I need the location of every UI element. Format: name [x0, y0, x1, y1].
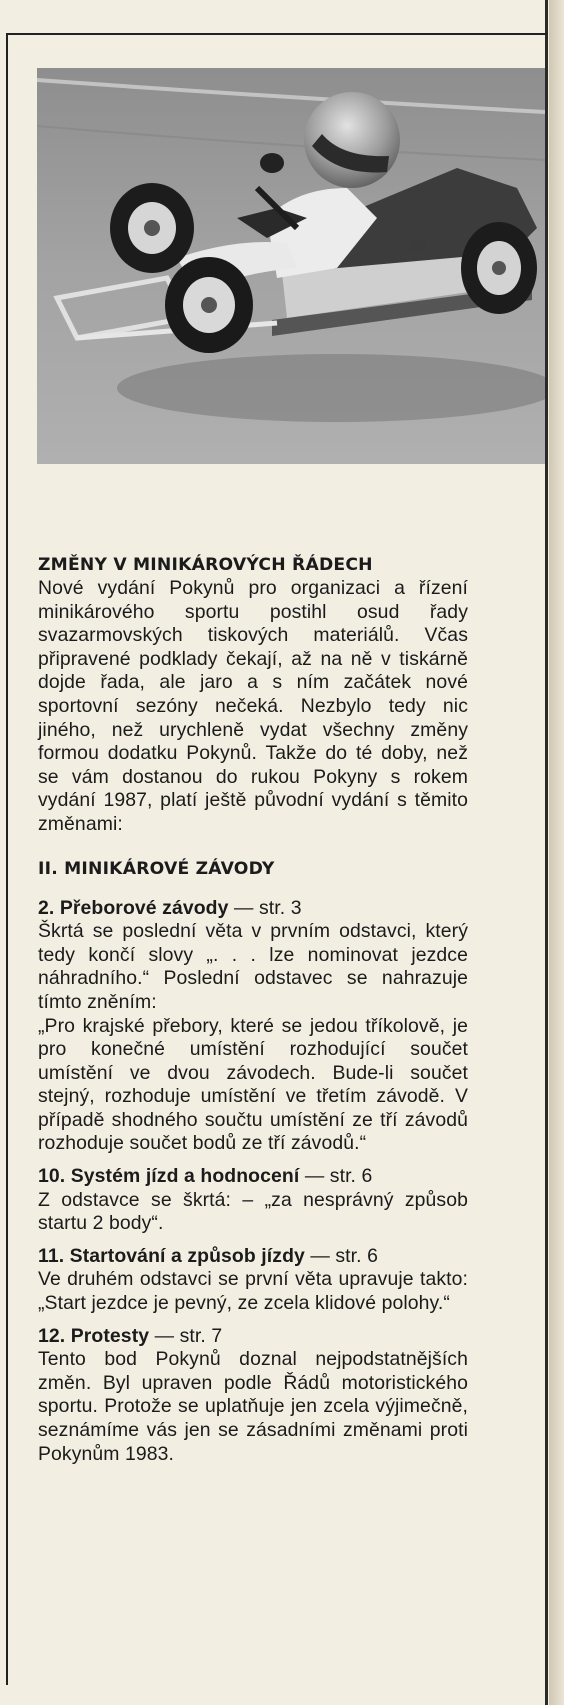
- rule-ref: — str. 6: [304, 1165, 373, 1188]
- rule-title: 2. Přeborové závody: [38, 896, 229, 919]
- section-heading: II. MINIKÁROVÉ ZÁVODY: [38, 858, 275, 879]
- article-heading: ZMĚNY V MINIKÁROVÝCH ŘÁDECH: [38, 555, 373, 575]
- minikart-photo: [37, 68, 545, 464]
- article-intro: Nové vydání Pokynů pro organizaci a řízení minikárového sportu postihl osud řady svazarmovských tiskových materiálů. Včas připravené podklady čekají, až na ně v tiskárně dojde řada, ale jaro a s ním začátek nové sportovní sezóny nečeká. Nezbylo tedy nic jiného, než urychleně vydat všechny změny formou dodatku Pokynů. Takže do té doby, než se vám dostanou do rukou Pokyny s rokem vydání 1987, platí ještě původní vydání s těmito změnami:: [38, 577, 468, 835]
- minikart-photo-icon: [37, 68, 545, 464]
- rule-item: [38, 1165, 468, 1236]
- rule-item: [38, 1325, 468, 1467]
- rule-ref: — str. 7: [154, 1324, 223, 1347]
- rule-title-line: [38, 1165, 468, 1189]
- rule-title-line: [38, 1245, 468, 1269]
- rule-title-line: [38, 1325, 468, 1349]
- rule-title: 10. Systém jízd a hodnocení: [38, 1165, 300, 1188]
- rule-item: [38, 897, 468, 1157]
- rule-text: Z odstavce se škrtá: – „za nesprávný způsob startu 2 body“.: [38, 1188, 468, 1235]
- rule-text: Tento bod Pokynů doznal nejpodstatnějších změn. Byl upraven podle Řádů motoristického sportu. Protože se uplatňuje jen zcela výjimečně, seznámíme vás jen se zásadními změnami proti Pokynům 1983.: [38, 1348, 468, 1465]
- rule-title: 12. Protesty: [38, 1324, 150, 1347]
- rule-text: Ve druhém odstavci se první věta upravuje takto: „Start jezdce je pevný, ze zcela klidové polohy.“: [38, 1268, 468, 1315]
- rule-ref: — str. 6: [310, 1244, 379, 1267]
- rule-quote: „Pro krajské přebory, které se jedou tříkolově, je pro konečné umístění rozhodující součet umístění ve dvou závodech. Bude-li součet stejný, rozhoduje umístění ve třetím závodě. V případě shodného součtu umístění ze tří závodů rozhoduje součet bodů ze tří závodů.“: [38, 1014, 468, 1155]
- rule-text: Škrtá se poslední věta v prvním odstavci, který tedy končí slovy „. . . lze nominovat jezdce náhradního.“ Poslední odstavec se nahrazuje tímto zněním:: [38, 920, 468, 1013]
- kart-number: 35: [409, 239, 427, 255]
- rule-ref: — str. 3: [234, 896, 302, 919]
- article: [38, 553, 468, 1466]
- rule-title-line: [38, 897, 468, 921]
- rule-item: [38, 1245, 468, 1316]
- rule-title: 11. Startování a způsob jízdy: [38, 1244, 305, 1267]
- page-edge: [549, 0, 564, 1705]
